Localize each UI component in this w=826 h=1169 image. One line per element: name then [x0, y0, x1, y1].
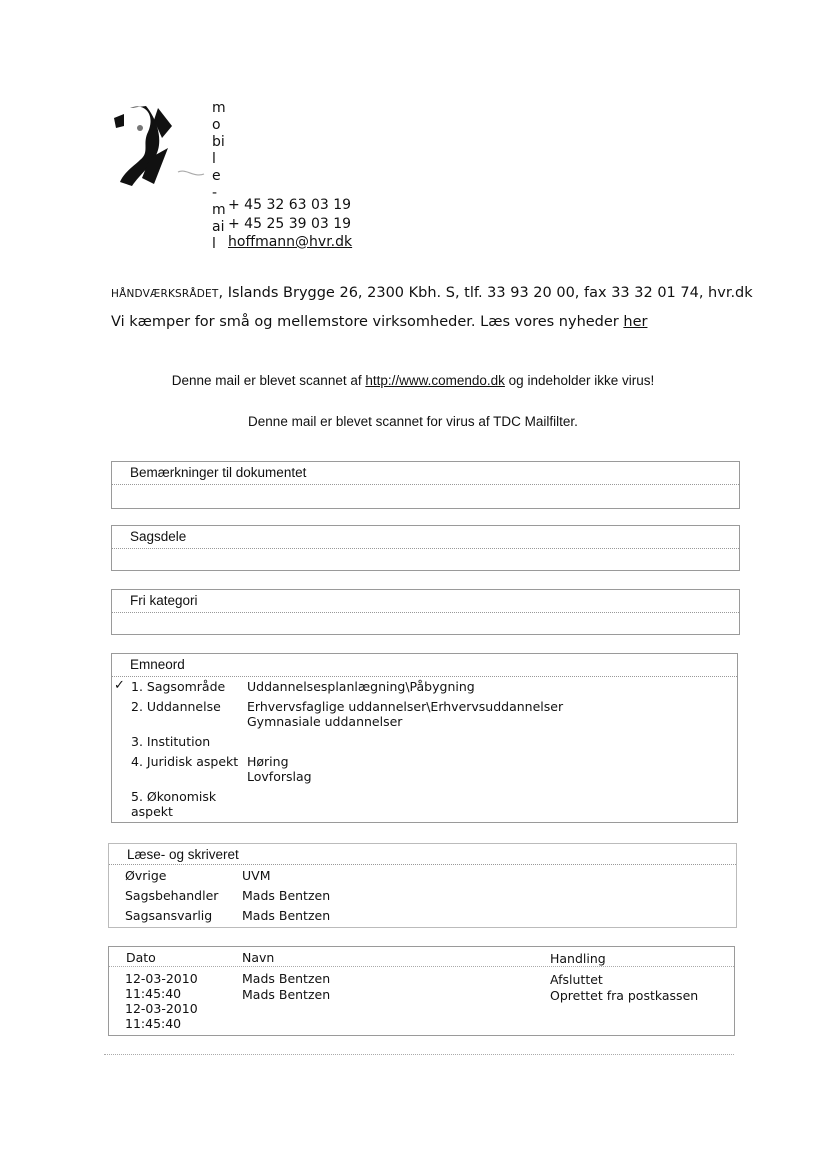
history-header-navn: Navn: [242, 950, 275, 965]
vertical-letter: bi: [212, 134, 225, 150]
scan-notice-text: Denne mail er blevet scannet af: [171, 373, 366, 388]
history-header-handling: Handling: [550, 951, 606, 966]
vertical-letter: o: [212, 117, 221, 133]
emneord-label: 2. Uddannelse: [131, 699, 221, 714]
checkmark-icon: ✓: [114, 678, 125, 693]
history-dato: 11:45:40: [125, 986, 182, 1001]
vertical-label: [212, 100, 228, 253]
laese-value: Mads Bentzen: [242, 908, 331, 923]
org-address: , Islands Brygge 26, 2300 Kbh. S, tlf. 33 93 20 00, fax 33 32 01 74, hvr.dk: [218, 285, 753, 301]
vertical-letter: ai: [212, 219, 225, 235]
history-header-dato: Dato: [126, 950, 156, 965]
phone-second: + 45 25 39 03 19: [228, 215, 352, 232]
scan-notice-text: og indeholder ikke virus!: [504, 373, 655, 388]
scan-notice-comendo: [0, 373, 826, 388]
laese-value: Mads Bentzen: [242, 888, 331, 903]
comendo-link[interactable]: http://www.comendo.dk: [365, 373, 505, 388]
tagline: [111, 314, 647, 330]
section-title: Emneord: [130, 657, 185, 672]
vertical-letter: l: [212, 151, 216, 167]
org-name: HÅNDVÆRKSRÅDET: [111, 288, 219, 300]
scan-notice-tdc: Denne mail er blevet scannet for virus af TDC Mailfilter.: [248, 414, 578, 429]
laese-label: Sagsansvarlig: [125, 908, 213, 923]
emneord-value: Lovforslag: [247, 769, 312, 784]
section-fri-kategori: [111, 589, 740, 635]
history-handling: Oprettet fra postkassen: [550, 988, 699, 1003]
laese-label: Øvrige: [125, 868, 167, 883]
news-link[interactable]: her: [623, 314, 648, 330]
history-dato: 12-03-2010: [125, 971, 198, 986]
hvr-logo: [110, 98, 210, 190]
vertical-letter: -: [212, 185, 218, 201]
section-sagsdele: [111, 525, 740, 571]
emneord-value: Gymnasiale uddannelser: [247, 714, 403, 729]
emneord-value: Uddannelsesplanlægning\Påbygning: [247, 679, 475, 694]
emneord-label: aspekt: [131, 804, 173, 819]
vertical-letter: m: [212, 100, 226, 116]
section-title: Bemærkninger til dokumentet: [130, 465, 307, 480]
vertical-letter: l: [212, 236, 216, 252]
emneord-label: 3. Institution: [131, 734, 211, 749]
phone-mobile: + 45 32 63 03 19: [228, 197, 352, 213]
emneord-label: 1. Sagsområde: [131, 679, 226, 694]
history-navn: Mads Bentzen: [242, 987, 331, 1002]
section-bemaerkninger: [111, 461, 740, 509]
history-handling: Afsluttet: [550, 972, 603, 987]
org-address-line: [111, 285, 753, 301]
emneord-label: 5. Økonomisk: [131, 789, 217, 804]
laese-label: Sagsbehandler: [125, 888, 219, 903]
laese-value: UVM: [242, 868, 271, 883]
history-dato: 12-03-2010: [125, 1001, 198, 1016]
history-dato: 11:45:40: [125, 1016, 182, 1031]
emneord-value: Høring: [247, 754, 289, 769]
emneord-label: 4. Juridisk aspekt: [131, 754, 239, 769]
section-title: Sagsdele: [130, 529, 187, 544]
section-title: Læse- og skriveret: [127, 847, 239, 862]
email-link[interactable]: hoffmann@hvr.dk: [228, 234, 353, 250]
vertical-letter: m: [212, 202, 226, 218]
contact-block: [228, 196, 352, 252]
page-tail-rule: [104, 1054, 734, 1055]
tagline-text: Vi kæmper for små og mellemstore virksomheder. Læs vores nyheder: [111, 314, 624, 330]
section-title: Fri kategori: [130, 593, 198, 608]
history-navn: Mads Bentzen: [242, 971, 331, 986]
emneord-value: Erhvervsfaglige uddannelser\Erhvervsuddannelser: [247, 699, 564, 714]
vertical-letter: e: [212, 168, 221, 184]
